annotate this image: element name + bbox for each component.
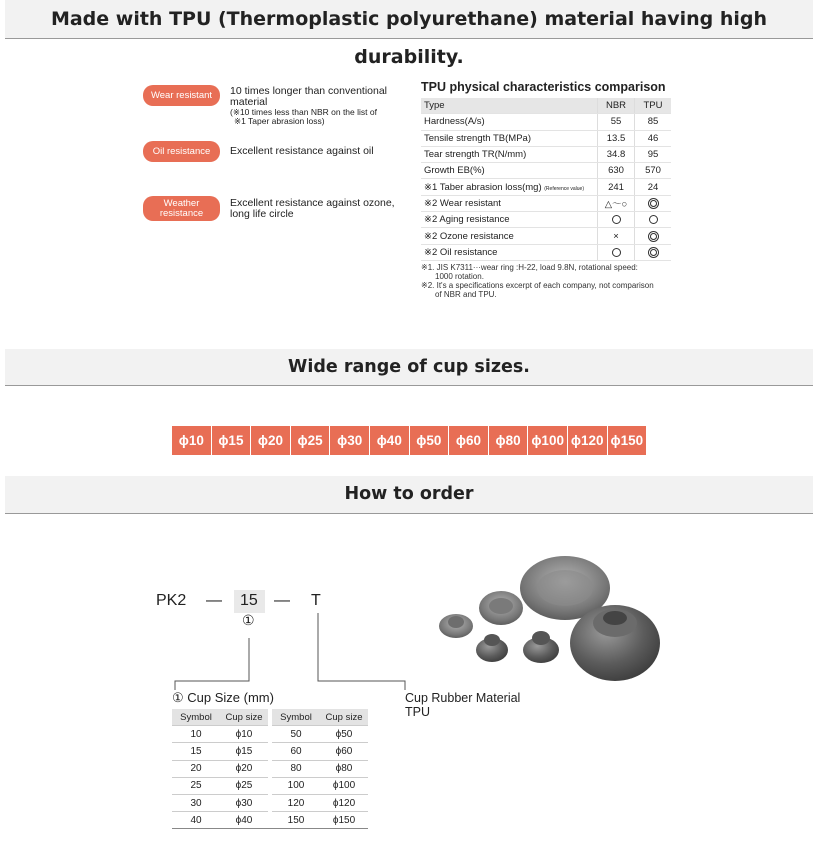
wear-resistant-badge: Wear resistant [143, 85, 220, 106]
cup-size-label: ① Cup Size (mm) [172, 690, 274, 705]
row-type-note: (Reference value) [544, 185, 585, 192]
cup-size: ϕ150 [320, 812, 368, 829]
table-row [172, 794, 368, 811]
symbol: 60 [272, 743, 320, 760]
header-cup-size: Cup size [220, 709, 268, 726]
size-chip: ϕ30 [330, 426, 369, 455]
table-row [172, 777, 368, 794]
row-tpu: 46 [635, 130, 672, 146]
material-label [405, 691, 520, 719]
size-chip: ϕ40 [370, 426, 409, 455]
row-type: ※2 Aging resistance [421, 212, 598, 228]
material-label-text: Cup Rubber Material [405, 691, 521, 705]
row-type: Tear strength TR(N/mm) [421, 146, 598, 162]
cup-size: ϕ50 [320, 726, 368, 743]
symbol: 50 [272, 726, 320, 743]
cup-size: ϕ120 [320, 794, 368, 811]
symbol: 80 [272, 760, 320, 777]
size-chip: ϕ100 [528, 426, 567, 455]
cup-size: ϕ40 [220, 812, 268, 829]
note-2: ※2. It's a specifications excerpt of each company, not comparison [421, 281, 654, 290]
header-symbol: Symbol [272, 709, 320, 726]
note-2-cont: of NBR and TPU. [435, 290, 497, 299]
size-chip: ϕ50 [410, 426, 449, 455]
note-1: ※1. JIS K7311···wear ring :H-22, load 9.8N, rotational speed: [421, 263, 638, 272]
size-chip: ϕ15 [212, 426, 251, 455]
header-symbol: Symbol [172, 709, 220, 726]
row-nbr: × [598, 228, 635, 244]
size-chip: ϕ150 [608, 426, 647, 455]
cup-largest [570, 605, 660, 681]
cup-medium [479, 591, 523, 625]
header-nbr: NBR [598, 98, 635, 114]
weather-badge-line2: resistance [159, 207, 204, 219]
table-row [172, 726, 368, 743]
symbol: 20 [172, 760, 220, 777]
symbol: 100 [272, 777, 320, 794]
row-nbr: 55 [598, 114, 635, 130]
row-tpu: 95 [635, 146, 672, 162]
weather-text-line1: Excellent resistance against ozone, [230, 197, 395, 209]
code-dash: — [206, 592, 222, 609]
cup-size: ϕ60 [320, 743, 368, 760]
size-chip: ϕ120 [568, 426, 607, 455]
oil-resistance-badge: Oil resistance [143, 141, 220, 162]
row-type: ※2 Wear resistant [421, 195, 598, 211]
symbol: 120 [272, 794, 320, 811]
cup-size: ϕ80 [320, 760, 368, 777]
size-chip: ϕ25 [291, 426, 330, 455]
comparison-title: TPU physical characteristics comparison [421, 80, 666, 94]
header-cup-size: Cup size [320, 709, 368, 726]
header-type: Type [421, 98, 598, 114]
symbol: 150 [272, 812, 320, 829]
cup-size: ϕ15 [220, 743, 268, 760]
size-chip: ϕ10 [172, 426, 211, 455]
cup-size: ϕ100 [320, 777, 368, 794]
cup-size-table [172, 709, 368, 829]
wear-resistant-note: (※10 times less than NBR on the list of [230, 107, 377, 117]
row-type: ※2 Ozone resistance [421, 228, 598, 244]
header-tpu: TPU [635, 98, 672, 114]
symbol: 15 [172, 743, 220, 760]
row-type: Growth EB(%) [421, 163, 598, 179]
weather-badge-line1: Weather [163, 197, 200, 209]
code-prefix: PK2 [156, 592, 187, 609]
cup-small-center [476, 634, 508, 662]
code-dash: — [274, 592, 290, 609]
cup-size: ϕ25 [220, 777, 268, 794]
cup-size: ϕ30 [220, 794, 268, 811]
table-row [172, 812, 368, 829]
sizes-heading: Wide range of cup sizes. [5, 349, 813, 386]
cup-small-left [439, 614, 473, 638]
row-tpu: 24 [635, 179, 672, 195]
note-1-cont: 1000 rotation. [435, 272, 484, 281]
row-type: Tensile strength TB(MPa) [421, 130, 598, 146]
oil-resistance-text: Excellent resistance against oil [230, 145, 374, 157]
row-tpu: 570 [635, 163, 672, 179]
code-material: T [311, 592, 321, 609]
size-chip: ϕ80 [489, 426, 528, 455]
symbol: 10 [172, 726, 220, 743]
suction-cups-illustration [430, 548, 665, 683]
cup-size: ϕ20 [220, 760, 268, 777]
symbol: 40 [172, 812, 220, 829]
material-value: TPU [405, 705, 430, 719]
row-nbr: 241 [598, 179, 635, 195]
weather-text-line2: long life circle [230, 208, 294, 220]
size-header-row [172, 709, 368, 726]
cup-small-right [523, 631, 559, 663]
row-tpu: 85 [635, 114, 672, 130]
row-type: Hardness(A/s) [421, 114, 598, 130]
row-nbr: 13.5 [598, 130, 635, 146]
row-type-label: ※1 Taber abrasion loss(mg) [424, 181, 542, 193]
row-nbr: 630 [598, 163, 635, 179]
code-marker: ① [242, 612, 255, 628]
wear-resistant-note2: ※1 Taper abrasion loss) [234, 116, 325, 126]
size-chip: ϕ20 [251, 426, 290, 455]
order-heading: How to order [5, 476, 813, 514]
row-nbr: △〜○ [598, 195, 635, 211]
row-nbr: 34.8 [598, 146, 635, 162]
wear-resistant-desc: 10 times longer than conventional material [230, 85, 388, 108]
row-type: ※2 Oil resistance [421, 244, 598, 260]
cup-size: ϕ10 [220, 726, 268, 743]
size-chip: ϕ60 [449, 426, 488, 455]
table-row [172, 743, 368, 760]
code-size: 15 [240, 592, 258, 609]
durability-heading: Made with TPU (Thermoplastic polyurethane) material having high durability. [5, 0, 813, 39]
symbol: 30 [172, 794, 220, 811]
symbol: 25 [172, 777, 220, 794]
table-row [172, 760, 368, 777]
